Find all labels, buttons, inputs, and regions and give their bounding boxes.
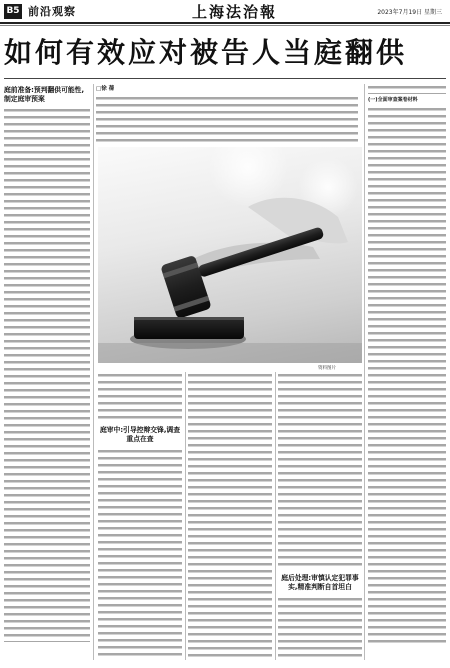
headline: 如何有效应对被告人当庭翻供 [4, 36, 408, 69]
headline-rule [4, 78, 446, 79]
body-text-placeholder [278, 372, 362, 570]
column-left [4, 84, 90, 660]
body-text-placeholder [98, 372, 182, 422]
gavel-illustration [98, 147, 362, 363]
subhead-trial: 庭审中:引导控辩交锋,调查重点在查 [99, 426, 181, 443]
photo-credit: 资料图片 [318, 366, 336, 371]
body-text-placeholder [98, 448, 182, 658]
subhead-pretrial: 庭前准备:预判翻供可能性,制定庭审预案 [4, 86, 85, 103]
body-text-placeholder [188, 372, 272, 658]
page-number-badge: B5 [4, 4, 22, 19]
masthead [0, 0, 450, 22]
body-text-placeholder [278, 596, 362, 658]
column-divider [364, 84, 365, 660]
byline: □徐 蒨 [96, 86, 115, 92]
column-divider [275, 372, 276, 660]
issue-date: 2023年7月19日 星期三 [377, 9, 442, 16]
column-divider [93, 84, 94, 660]
masthead-rule [0, 22, 450, 24]
subsection-heading: (一)全面审查案卷材料 [368, 97, 418, 103]
subhead-posttrial: 庭后处理:审慎认定犯罪事实,精准判断自首坦白 [281, 574, 359, 591]
lede [96, 84, 358, 144]
masthead-thin-rule [0, 25, 450, 26]
lede-text-placeholder [96, 95, 358, 144]
gavel-photo [98, 147, 362, 363]
column-right [368, 84, 446, 660]
column-divider [185, 372, 186, 660]
section-title: 前沿观察 [28, 5, 76, 18]
newspaper-brand: 上海法治報 [192, 3, 278, 21]
column-mid-2 [188, 372, 272, 660]
body-text-placeholder [368, 106, 446, 646]
body-text-placeholder [368, 84, 446, 94]
body-text-placeholder [4, 107, 90, 642]
column-mid-1 [98, 372, 182, 660]
column-mid-3 [278, 372, 362, 660]
